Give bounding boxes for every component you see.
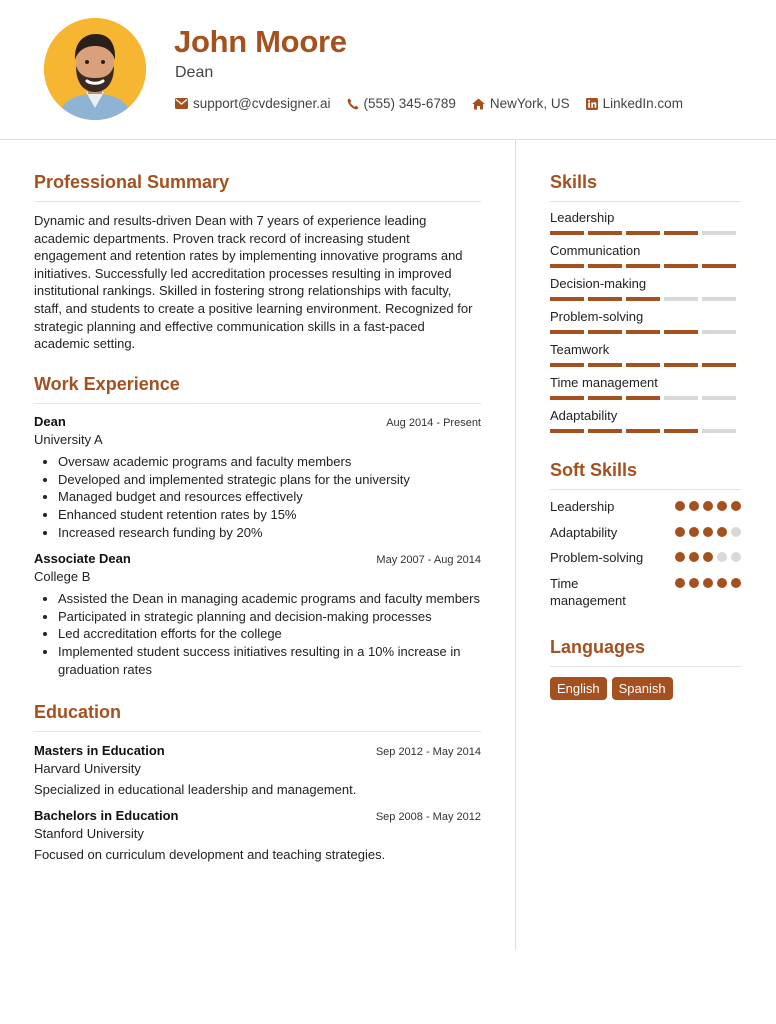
soft-skills-section	[550, 460, 741, 610]
skill-level-segment	[626, 396, 660, 400]
list-item: • Participated in strategic planning and decision-making processes	[58, 608, 481, 626]
soft-skill-item	[550, 524, 741, 542]
contact-linkedin[interactable]	[586, 96, 683, 111]
rating-dot	[675, 527, 685, 537]
soft-skill-rating	[675, 552, 741, 562]
skill-level-segment	[588, 396, 622, 400]
skill-level-bar	[550, 330, 741, 334]
candidate-name: John Moore	[174, 24, 347, 59]
soft-skills-list	[550, 498, 741, 610]
list-item: • Oversaw academic programs and faculty members	[58, 453, 481, 471]
skill-name: Communication	[550, 243, 641, 258]
home-icon	[472, 98, 485, 110]
list-item: • Managed budget and resources effectively	[58, 488, 481, 506]
job-organization: College B	[34, 568, 91, 584]
rating-dot	[689, 527, 699, 537]
language-badge: Spanish	[612, 677, 673, 700]
education-entry	[34, 808, 481, 862]
rating-dot	[675, 501, 685, 511]
skill-level-segment	[550, 330, 584, 334]
skill-level-segment	[588, 264, 622, 268]
skill-level-segment	[550, 396, 584, 400]
soft-skill-rating	[675, 501, 741, 511]
rating-dot	[731, 501, 741, 511]
job-date: May 2007 - Aug 2014	[376, 553, 481, 566]
job-organization: University A	[34, 431, 103, 447]
rating-dot	[689, 552, 699, 562]
skill-level-bar	[550, 264, 741, 268]
rating-dot	[689, 578, 699, 588]
education-description: Focused on curriculum development and teaching strategies.	[34, 846, 386, 862]
rating-dot	[731, 527, 741, 537]
skill-item	[550, 276, 741, 301]
skill-level-segment	[626, 363, 660, 367]
skill-level-bar	[550, 231, 741, 235]
main-column	[34, 172, 481, 862]
skill-level-segment	[702, 297, 736, 301]
phone-icon	[347, 98, 359, 110]
rating-dot	[675, 552, 685, 562]
rating-dot	[731, 578, 741, 588]
skill-level-segment	[664, 396, 698, 400]
contact-location-text: NewYork, US	[489, 96, 570, 111]
skill-item	[550, 342, 741, 367]
soft-skill-name: Leadership	[550, 499, 615, 514]
experience-section	[34, 374, 481, 679]
summary-section	[34, 172, 481, 353]
skill-name: Time management	[550, 375, 658, 390]
rating-dot	[703, 552, 713, 562]
contact-email-text: support@cvdesigner.ai	[193, 96, 331, 111]
soft-skill-item	[550, 549, 741, 567]
skill-level-segment	[626, 429, 660, 433]
soft-skill-name: Problem-solving	[550, 550, 644, 565]
skill-level-segment	[664, 297, 698, 301]
skill-level-segment	[702, 330, 736, 334]
job-title: Associate Dean	[34, 550, 131, 566]
contact-linkedin-text: LinkedIn.com	[602, 96, 683, 111]
skill-level-segment	[588, 330, 622, 334]
rating-dot	[689, 501, 699, 511]
rating-dot	[731, 552, 741, 562]
education-section	[34, 702, 481, 862]
education-description: Specialized in educational leadership and management.	[34, 781, 357, 797]
envelope-icon	[175, 98, 188, 109]
skill-level-segment	[702, 231, 736, 235]
skill-name: Problem-solving	[550, 309, 644, 324]
list-item: • Developed and implemented strategic plans for the university	[58, 471, 481, 489]
contact-phone[interactable]	[347, 96, 456, 111]
skill-level-segment	[550, 429, 584, 433]
job-date: Aug 2014 - Present	[386, 416, 481, 429]
resume-header	[0, 0, 776, 140]
contact-phone-text: (555) 345-6789	[363, 96, 456, 111]
contact-list	[175, 96, 683, 111]
job-entry	[34, 414, 481, 542]
rating-dot	[717, 527, 727, 537]
candidate-title: Dean	[175, 64, 214, 81]
soft-skill-name: Adaptability	[550, 524, 618, 540]
skill-level-bar	[550, 396, 741, 400]
list-item: • Increased research funding by 20%	[58, 524, 481, 542]
soft-skill-name: Time management	[550, 575, 626, 608]
rating-dot	[703, 578, 713, 588]
job-title: Dean	[34, 413, 66, 429]
list-item: • Enhanced student retention rates by 15%	[58, 506, 481, 524]
languages-section	[550, 637, 741, 700]
profile-photo-icon	[44, 18, 146, 120]
experience-heading: Work Experience	[34, 374, 481, 404]
summary-heading: Professional Summary	[34, 172, 481, 202]
skill-level-segment	[702, 363, 736, 367]
skill-item	[550, 375, 741, 400]
skill-level-bar	[550, 297, 741, 301]
soft-skill-item	[550, 575, 741, 610]
skill-name: Adaptability	[550, 408, 618, 423]
soft-skill-rating	[675, 527, 741, 537]
skill-level-bar	[550, 363, 741, 367]
education-date: Sep 2008 - May 2012	[375, 810, 481, 823]
skill-level-segment	[588, 231, 622, 235]
soft-skill-item	[550, 498, 741, 516]
rating-dot	[717, 501, 727, 511]
degree-title: Masters in Education	[34, 742, 165, 758]
skill-level-segment	[664, 363, 698, 367]
list-item: • Assisted the Dean in managing academic programs and faculty members	[58, 590, 481, 608]
skill-item	[550, 309, 741, 334]
rating-dot	[717, 552, 727, 562]
skill-level-segment	[550, 297, 584, 301]
soft-skill-rating	[675, 578, 741, 588]
list-item: • Led accreditation efforts for the college	[58, 625, 481, 643]
language-list	[550, 677, 741, 700]
skill-level-segment	[664, 231, 698, 235]
job-entry	[34, 551, 481, 679]
rating-dot	[717, 578, 727, 588]
column-divider	[515, 139, 516, 950]
skill-name: Decision-making	[550, 276, 647, 291]
summary-text: Dynamic and results-driven Dean with 7 years of experience leading academic departments. Proven track record of increasing student engagement and retention rates by implementing innovative programs and initiatives. Successfully led accreditation processes resulting in improved institutional rankings. Skilled in fostering strong relationships with faculty, staff, and students to create a positive learning environment. Recognized for strategic planning and effective communication skills in a fast-paced academic setting.	[34, 213, 473, 352]
skill-level-segment	[550, 363, 584, 367]
avatar	[44, 18, 146, 120]
skill-name: Leadership	[550, 210, 615, 225]
skill-item	[550, 243, 741, 268]
skill-item	[550, 210, 741, 235]
job-bullets	[34, 453, 481, 542]
soft-skills-heading: Soft Skills	[550, 460, 741, 490]
skill-level-bar	[550, 429, 741, 433]
rating-dot	[703, 501, 713, 511]
skill-name: Teamwork	[550, 342, 610, 357]
skill-level-segment	[664, 330, 698, 334]
education-date: Sep 2012 - May 2014	[375, 745, 481, 758]
skill-level-segment	[702, 429, 736, 433]
skills-list	[550, 210, 741, 433]
languages-heading: Languages	[550, 637, 741, 667]
skill-level-segment	[664, 264, 698, 268]
skills-heading: Skills	[550, 172, 741, 202]
skill-level-segment	[626, 264, 660, 268]
skill-level-segment	[626, 297, 660, 301]
rating-dot	[703, 527, 713, 537]
education-heading: Education	[34, 702, 481, 732]
side-column	[550, 172, 741, 700]
contact-email[interactable]	[175, 96, 331, 111]
degree-title: Bachelors in Education	[34, 807, 179, 823]
skill-level-segment	[664, 429, 698, 433]
contact-location	[472, 96, 570, 111]
skill-level-segment	[588, 363, 622, 367]
school-name: Stanford University	[34, 825, 144, 841]
skill-item	[550, 408, 741, 433]
job-bullets	[34, 590, 481, 679]
skill-level-segment	[702, 396, 736, 400]
linkedin-icon	[586, 98, 598, 110]
skill-level-segment	[626, 330, 660, 334]
school-name: Harvard University	[34, 760, 141, 776]
skill-level-segment	[588, 297, 622, 301]
education-entry	[34, 743, 481, 797]
skills-section	[550, 172, 741, 433]
skill-level-segment	[588, 429, 622, 433]
rating-dot	[675, 578, 685, 588]
skill-level-segment	[550, 264, 584, 268]
skill-level-segment	[702, 264, 736, 268]
list-item: • Implemented student success initiatives resulting in a 10% increase in graduation rates	[58, 643, 481, 679]
skill-level-segment	[626, 231, 660, 235]
skill-level-segment	[550, 231, 584, 235]
language-badge: English	[550, 677, 607, 700]
